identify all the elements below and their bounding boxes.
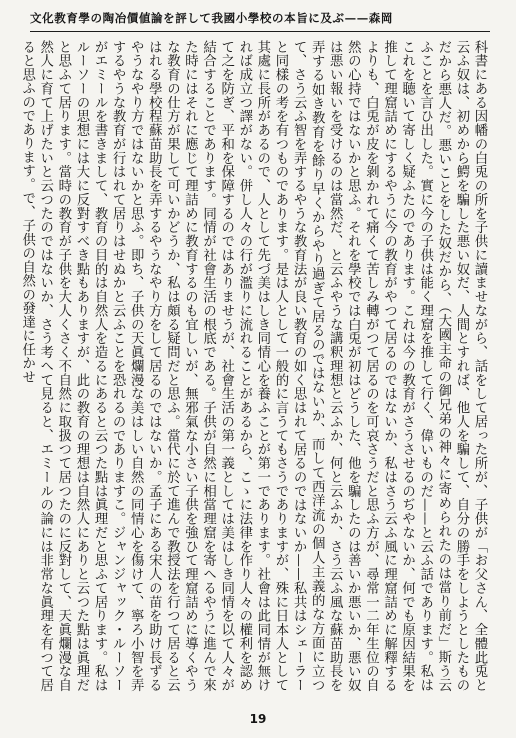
- body-paragraph: 科書にある因幡の白兎の所を子供に讀ませながら、話をして居った所が、子供が「お父さん、全體此兎と云ふ奴は、初めから鰐を騙した悪い奴だ、人間とすれば、他人を騙して、自分の勝手をしようとしたものだから悪人だ。悪いことをした奴だから、（大國主命の御兄弟の神々に寄められたのは當り前だ」斯う云ふことを言ひ出した。實に今の子供は能く理窟を推して行く、偉いものだ——と云ふ話であります。私はこれを聴いて寄しく疑ふたのであります。これは今の教育がさうさせるのぢやないか、何でも原因結果を推して理窟詰めにするやうに今の教育がやつて居るのではないか、私はさう云ふ風に理窟詰めに解釋するよりも、白兎が皮を剝かれて痛くて苦しみ轉がつて居るのを可哀さうだと思ふ方が、尋常一二年生位の自然の心持ではないかと思ふ。それを學校では白兎が初はどうした、他を騙したのは善いか悪いか、悪い奴は悪い報いを受けるのは當然だ、と云ふやうな講釈理想と云ふか、何と云ふか、さう云ふ風な蘇苗助長を弄する如き教育を餘り早くからやり過ぎて居るのではないか、而して西洋流の個人主義的な方面に立つて、さう云ふ智を弄するやうな教育法が良い教育の如く思はれて居るのではないか——私共はシェーラーと同樣の考を有つものであります。是は人として一般的に言うてもさうでありますが、殊に日本人として其處に長所があるので、人として先づ美はしき同情心を養ふことが第一であります。社會は此同情が無ければ成立つ譯がない。併し人々の行が濫りに流れることがあるから、こゝに法律を作り人々の權利を認めて之を防ぎ、平和を保障するのではありませうが、社會生活の第一義としては美はしき同情を以て人々が結合することであります。同情が社會生活の根底である。子供が自然に相當理窟を寄へるやうに進んで來た時にはそれに應じて理詰めに教育するのも宜しいが、無邪氣な小さい子供を強ひて理窟詰めに導くやうな教育の仕方が果して可いかどうか、私は頗る疑問だと思ふ。當代に於て進んで教授法を行つて居ると云はれる學校程蘇苗助長を弄するやうなやり方をして居るのではないか。孟子にある宋人の苗を助け長ずるやうなやり方ではないかと思ふ。即ち、子供の天眞爛漫な美はしい自然の同情心を傷けて、寧ろ小智を弄するやうな教育が行はれて居りはせぬかと云ふことを恐れるのでありますこ。ジャンジャック・ルーソーがエミールを書きまして、教育の目的は自然人を造るにあると云つた點は眞理だと思ふて居ります。私はルーソーの思想には大に反對すべき點もありますが、此の教育の理想は自然人にありと云つた點は眞理だと思ふて居ります。當時の教育が子供を大人くさく不自然に取扱つて居つたのに反對して、天眞爛漫な自然人に育て上げたいと云つたのではないか、さう考へて見ると、エミールの論には非常な眞理を有つて居ると思ふのであります。で、子供の自然の發達に任かせ: [19, 40, 487, 692]
- header-rule: [30, 31, 490, 32]
- body-text-area: [19, 40, 488, 692]
- vertical-text-block: [19, 40, 488, 692]
- page-number: 19: [249, 712, 267, 726]
- running-header: 文化教育學の陶冶價値論を評して我國小學校の本旨に及ぶ——森岡: [30, 11, 393, 25]
